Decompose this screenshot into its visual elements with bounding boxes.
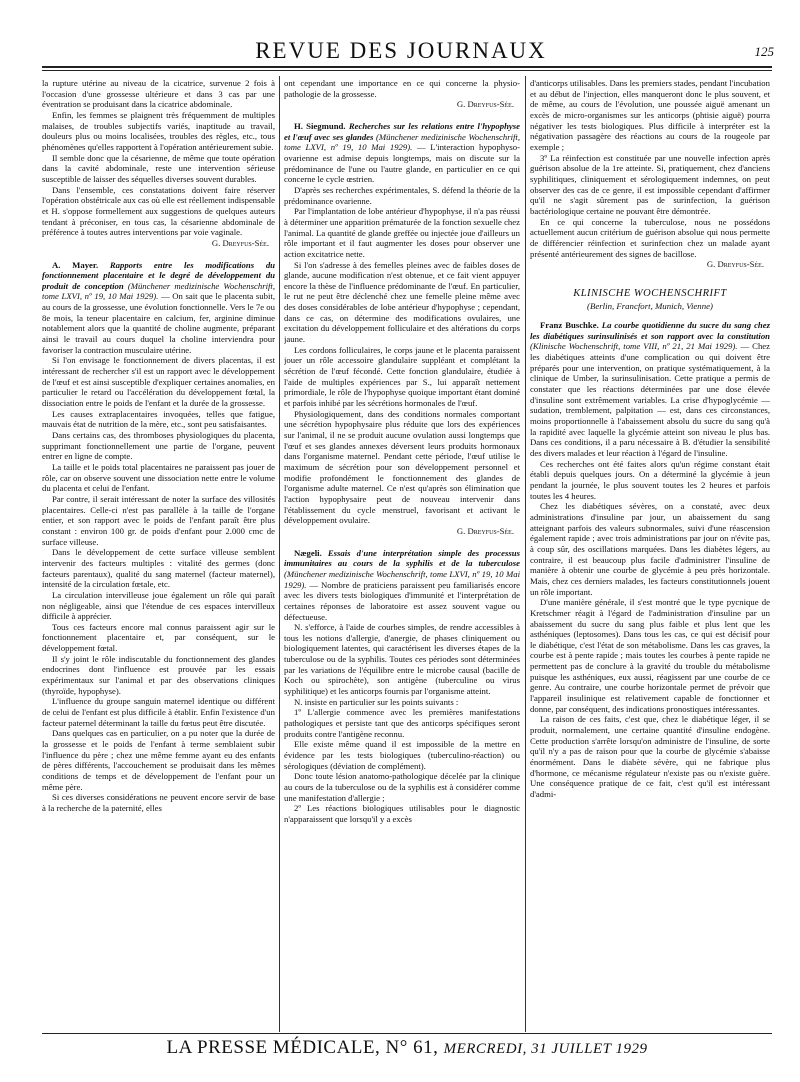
paragraph: Ces recherches ont été faites alors qu'un régime constant était établi depuis quelques jours. On a déterminé la glycémie à jeun pendant la journée, le plus souvent toutes les 2 heures et parfois toutes les 4 heures. bbox=[530, 458, 770, 501]
paragraph: Par l'implantation de lobe antérieur d'hypophyse, il n'a pas réussi à déterminer une apparition prématurée de la fonction sexuelle chez l'animal. La quantité de glande greffée ou injectée joue d'ailleurs un rôle important et il faut augmenter les doses pour observer une action excitatrice nette. bbox=[284, 206, 520, 259]
article-author: Franz Buschke. bbox=[540, 320, 599, 331]
paragraph: 2º Les réactions biologiques utilisables pour le diagnostic n'apparaissent que lorsqu'il y a excès bbox=[284, 803, 520, 824]
paragraph: Dans l'ensemble, ces constatations doivent faire réserver l'opération obstétricale aux cas où elle est réellement indispensable et H. s'oppose formellement aux suggestions de quelques auteurs tendant à préconiser, en tous cas, la césarienne abdominale de préférence à toutes autres interventions par voie vaginale. bbox=[42, 184, 275, 238]
signature: G. Dreyfus-Sée. bbox=[706, 259, 764, 270]
signature: G. Dreyfus-Sée. bbox=[456, 99, 514, 110]
paragraph: Dans certains cas, des thromboses physiologiques du placenta, supprimant fonctionnellement une partie de l'organe, peuvent entrer en ligne de compte. bbox=[42, 430, 275, 462]
paragraph: En ce qui concerne la tuberculose, nous ne possédons actuellement aucun critérium de guérison absolue qui nous permette de différencier réinfection et surinfection chez un malade ayant présenté antérieurement des signes de bacillose. bbox=[530, 216, 770, 259]
column-divider bbox=[279, 76, 280, 1032]
paragraph: N. insiste en particulier sur les points suivants : bbox=[294, 696, 459, 707]
signature: G. Dreyfus-Sée. bbox=[456, 525, 514, 536]
column-divider bbox=[525, 76, 526, 1032]
paragraph: Tous ces facteurs encore mal connus paraissent agir sur le fonctionnement placentaire et, par conséquent, sur le développement fœtal. bbox=[42, 621, 275, 654]
article-author: H. Siegmund. bbox=[294, 120, 346, 131]
article-reference: (Klinische Wochenschrift, tome VIII, nº 21, 21 Mai 1929). bbox=[530, 341, 738, 352]
signature: G. Dreyfus-Sée. bbox=[211, 237, 269, 248]
paragraph: Chez les diabétiques sévères, on a constaté, avec deux administrations d'insuline par jour, un abaissement du sang atteignant parfois des valeurs subnormales, suivi d'une réascension également rapide ; avec trois administrations par jour on n'évite pas, à coup sûr, des oscillations marquées. Dans les diabètes légers, au contraire, il est beaucoup plus facile d'administrer l'insuline de manière à obtenir une courbe de glycémie à peu près horizontale. Mais, chez ces derniers malades, les facteurs constitutionnels jouent un rôle important. bbox=[530, 501, 770, 597]
paragraph: Elle existe même quand il est impossible de la mettre en évidence par les tests biologiques (tuberculino-réaction) ou sérologiques (déviation de complément). bbox=[284, 739, 520, 771]
paragraph: D'une manière générale, il s'est montré que le type pycnique de Kretschmer réagit à l'égard de l'administration d'insuline par un abaissement du sucre du sang plus faible et plus lent que les asthéniques (leptosomes). Dans tous les cas, ce qui est décisif pour le diabétique, c'est l'état de son métabolisme. Dans les cas graves, la courbe est à pente rapide ; mais toutes les courbes à pente rapide ne permettent pas de conclure à la gravité du trouble du métabolisme puisque les asthéniques, eux aussi, réagissent par une courbe de ce genre. Au contraire, une courbe horizontale permet de prévoir que l'appareil insulinique est relativement capable de fonctionner et donne, par conséquent, des indications pronostiques intéressantes. bbox=[530, 597, 770, 714]
text-column-middle bbox=[284, 78, 520, 1031]
paragraph: La raison de ces faits, c'est que, chez le diabétique léger, il se produit, normalement, une certaine quantité d'insuline endogène. Cette production s'arrête lorsqu'on administre de l'insuline, de sorte qu'il n'y a pas de raison pour que la courbe de glycémie s'abaisse énormément. Dans le diabète sévère, qui ne fabrique plus d'hormone, ce mécanisme régulateur n'existe pas ou n'existe guère. Une conséquence pratique de ce fait, c'est qu'il est intéressant d'admi- bbox=[530, 714, 770, 799]
article-body: — L'interaction hypophyso-ovarienne est admise depuis longtemps, mais on discute sur la prédominance de l'une ou l'autre glande, en particulier en ce qui concerne le cycle œstrien. bbox=[284, 142, 520, 185]
paragraph: Enfin, les femmes se plaignent très fréquemment de multiples malaises, de troubles subjectifs variés, inaptitude au travail, douleurs plus ou moins localisées, troubles des règles, etc., tous phénomènes qu'elles rapportent à l'opération antérieurement subie. bbox=[42, 109, 275, 152]
article-entry bbox=[42, 260, 275, 356]
article-entry bbox=[284, 548, 520, 623]
header-rule-thin bbox=[42, 70, 772, 71]
article-author: Nægeli. bbox=[294, 547, 322, 558]
paragraph: Les cordons folliculaires, le corps jaune et le placenta paraissent jouer un rôle accessoire glandulaire suppléant et complétant la sécrétion de l'œuf fécondé. Cette fonction glandulaire, étudiée à l'aide de multiples expériences par S., lui apparaît nettement primordiale, le rôle de l'hypophyse quoique important étant dominé et parfois inhibé par les sécrétions hormonales de l'œuf. bbox=[284, 344, 520, 409]
paragraph: N. s'efforce, à l'aide de courbes simples, de rendre accessibles à tous les notions d'allergie, d'anergie, de phases cliniquement ou biologiquement latentes, qui caractérisent les diverses étapes de la tuberculose ou de la syphilis. Toutes ces périodes sont déterminées par les variations de l'équilibre entre le microbe causal (bacille de Koch ou spirochète), son antigène (tuberculine ou virus syphilitique) et les anticorps fournis par l'organisme atteint. bbox=[284, 622, 520, 697]
paragraph: La circulation intervilleuse joue également un rôle qui paraît non négligeable, ainsi que l'étendue de ces espaces intervilleux difficile à apprécier. bbox=[42, 589, 275, 622]
paragraph: Si l'on envisage le fonctionnement de divers placentas, il est intéressant de rechercher s'il est un rapport avec le développement de l'œuf et est ainsi susceptible d'expliquer certaines anomalies, en particulier le retard ou l'accélération du développement fœtal, la dissociation entre le poids de l'enfant et la durée de la grossesse. bbox=[42, 355, 275, 409]
header-rule bbox=[42, 66, 772, 68]
paragraph: Donc toute lésion anatomo-pathologique décelée par la clinique au cours de la tuberculose ou de la syphilis est à considérer comme une manifestation d'allergie ; bbox=[284, 771, 520, 803]
paragraph: Si ces diverses considérations ne peuvent encore servir de base à la recherche de la paternité, elles bbox=[42, 792, 275, 813]
paragraph: Physiologiquement, dans des conditions normales comportant une sécrétion hypophysaire plus réduite que lors des expériences sur l'animal, il ne se produit aucune ovulation aussi longtemps que l'œuf et ses glandes annexes déversent leurs produits hormonaux dans l'organisme maternel. Pendant cette période, l'œuf utilise le maximum de sécrétion pour son développement personnel et modifie profondément le fonctionnement des glandes de l'organisme adulte maternel. Ce n'est qu'après son élimination que l'action hypophysaire peut de nouveau intervenir dans l'établissement du cycle menstruel, favorisant et activant le développement ovulaire. bbox=[284, 408, 520, 526]
paragraph: ont cependant une importance en ce qui concerne la physio-pathologie de la grossesse. bbox=[284, 78, 520, 99]
footer-journal: LA PRESSE MÉDICALE, N° 61, bbox=[166, 1037, 439, 1058]
text-column-right bbox=[530, 78, 770, 1031]
section-subheading: (Berlin, Francfort, Munich, Vienne) bbox=[587, 301, 713, 312]
spacer bbox=[530, 275, 770, 281]
section-heading: KLINISCHE WOCHENSCHRIFT bbox=[573, 287, 727, 299]
paragraph: Dans quelques cas en particulier, on a pu noter que la durée de la grossesse et le poids de l'enfant à terme semblaient subir l'influence du père ; chez une même femme ayant eu des enfants de pères différents, l'accouchement se produisait dans les mêmes conditions de temps et de développement de l'enfant pour un même père. bbox=[42, 728, 275, 792]
paragraph: La taille et le poids total placentaires ne paraissent pas jouer de rôle, car on observe souvent une dissociation nette entre le volume du placenta et celui de l'enfant. bbox=[42, 461, 275, 494]
paragraph: Si l'on s'adresse à des femelles pleines avec de faibles doses de glande, aucune modification n'est obtenue, et ce fait vient appuyer encore la thèse de l'influence prédominante de l'œuf. En particulier, le rut ne peut être déclenché chez une femelle pleine même avec des doses considérables de lobe antérieur d'hypophyse ; cependant, dans ce cas, on détermine des modifications ovulaires, une excitation du développement folliculaire et des altérations du corps jaune. bbox=[284, 259, 520, 345]
page-footer bbox=[42, 1037, 772, 1059]
article-title: Rapports entre les modifications du fonctionnement placentaire et le degré de développement du produit de conception bbox=[42, 259, 275, 291]
footer-rule bbox=[42, 1033, 772, 1034]
article-body: — Chez les diabétiques atteints d'une complication ou qui doivent être préparés pour une intervention, on pratique systématiquement, à la clinique de Umber, la surinsulinisation. Cette pratique a permis de constater que les réactions déterminées par une dose élevée d'insuline sont extrêmement variables. La crise d'hypoglycémie — sudation, tremblement, palpitation — est, dans ces circonstances, moins proportionnelle à l'abaissement absolu du sucre du sang qu'à la rapidité avec laquelle la glycémie atteint son niveau le plus bas. Dans ces conditions, il a paru nécessaire à B. d'étudier la sensibilité des divers malades et leur réaction à l'égard de l'insuline. bbox=[530, 341, 770, 458]
page-header bbox=[22, 36, 780, 66]
article-reference: (Münchener medizinische Wochenschrift, tome LXVI, nº 19, 10 Mai 1929). bbox=[284, 568, 520, 590]
article-author: A. Mayer. bbox=[52, 259, 99, 270]
footer-date: MERCREDI, 31 JUILLET 1929 bbox=[443, 1041, 648, 1057]
journal-section-title: REVUE DES JOURNAUX bbox=[255, 38, 547, 63]
article-body: — Nombre de praticiens paraissent peu familiarisés encore avec les divers tests biologiques d'immunité et l'interprétation de certaines réponses de laboratoire est assez souvent vague ou défectueuse. bbox=[284, 579, 520, 622]
article-body: — On sait que le placenta subit, au cours de la grossesse, une évolution fonctionnelle. Vers le 7e ou 8e mois, la teneur placentaire en calcium, fer, arginine diminue notablement alors que la quantité de choline augmente, préparant ainsi le travail au cours duquel la choline interviendra pour favoriser la contraction musculaire utérine. bbox=[42, 291, 275, 355]
article-entry bbox=[530, 320, 770, 459]
article-title: La courbe quotidienne du sucre du sang chez les diabétiques surinsulinisés et son rapport avec la constitution bbox=[530, 320, 770, 341]
paragraph: 3º La réinfection est constituée par une nouvelle infection après guérison absolue de la 1re atteinte. Si, pratiquement, chez d'anciens syphilitiques, cliniquement et sérologiquement indemnes, on peut observer des cas de ce genre, il est impossible cependant d'affirmer qu'il ne s'agit sûrement pas de surinfection, la guérison bactériologique certaine ne pouvant être démontrée. bbox=[530, 152, 770, 216]
paragraph: 1º L'allergie commence avec les premières manifestations pathologiques et persiste tant que des anticorps spécifiques seront produits contre l'antigène reconnu. bbox=[284, 707, 520, 739]
article-title: Essais d'une interprétation simple des processus immunitaires au cours de la syphilis et de la tuberculose bbox=[284, 547, 520, 569]
paragraph: Il s'y joint le rôle indiscutable du fonctionnement des glandes endocrines dont l'influence est prouvée par les essais expérimentaux sur l'animal et par des observations cliniques (thyroïde, hypophyse). bbox=[42, 653, 275, 696]
page-number: 125 bbox=[754, 44, 774, 59]
article-reference: (Münchener medizinische Wochenschrift, tome LXVI, nº 19, 10 Mai 1929). bbox=[284, 131, 520, 153]
paragraph: Il semble donc que la césarienne, de même que toute opération dans la cavité abdominale, reste une intervention sérieuse susceptible de laisser des séquelles diverses souvent durables. bbox=[42, 152, 275, 184]
paragraph: d'anticorps utilisables. Dans les premiers stades, pendant l'incubation et au début de l'injection, elles manqueront donc le plus souvent, et de même, au cours de l'évolution, une poussée aiguë amenant un excès de micro-organismes sur les anticorps (phtisie aiguë) pourra négativer les tests biologiques. Plus difficile à interpréter est la négativation passagère des réactions au cours de la rougeole par exemple ; bbox=[530, 78, 770, 152]
paragraph: Par contre, il serait intéressant de noter la surface des villosités placentaires. Celle-ci n'est pas parallèle à la taille de l'organe entier, et son rapport avec le poids de l'enfant paraît être plus constant : environ 100 gr. de poids d'enfant pour 2.000 cmc de surface villeuse. bbox=[42, 493, 275, 547]
paragraph: Les causes extraplacentaires invoquées, telles que fatigue, mauvais état de nutrition de la mère, etc., sont peu satisfaisantes. bbox=[42, 408, 275, 430]
paragraph: D'après ses recherches expérimentales, S. défend la théorie de la prédominance ovarienne. bbox=[284, 184, 520, 206]
paragraph: L'influence du groupe sanguin maternel identique ou différent de celui de l'enfant est plus difficile à établir. Enfin l'existence d'un facteur paternel déterminant la taille du fœtus peut être discutée. bbox=[42, 696, 275, 728]
article-reference: (Münchener medizinische Wochenschrift, tome LXVI, nº 19, 10 Mai 1929). bbox=[42, 280, 275, 302]
paragraph: la rupture utérine au niveau de la cicatrice, survenue 2 fois à l'occasion d'une grossesse ultérieure et dans 3 cas par une éventration se produisant dans la cicatrice abdominale. bbox=[42, 78, 275, 110]
article-title: Recherches sur les relations entre l'hypophyse et l'œuf avec ses glandes bbox=[284, 120, 520, 142]
article-entry bbox=[284, 121, 520, 185]
text-column-left bbox=[42, 78, 275, 1031]
paragraph: Dans le développement de cette surface villeuse semblent intervenir des facteurs multiples : vitalité des germes (donc facteurs parentaux), qualité du sang maternel (facteur maternel), intensité de la circulation fœtale, etc. bbox=[42, 547, 275, 590]
